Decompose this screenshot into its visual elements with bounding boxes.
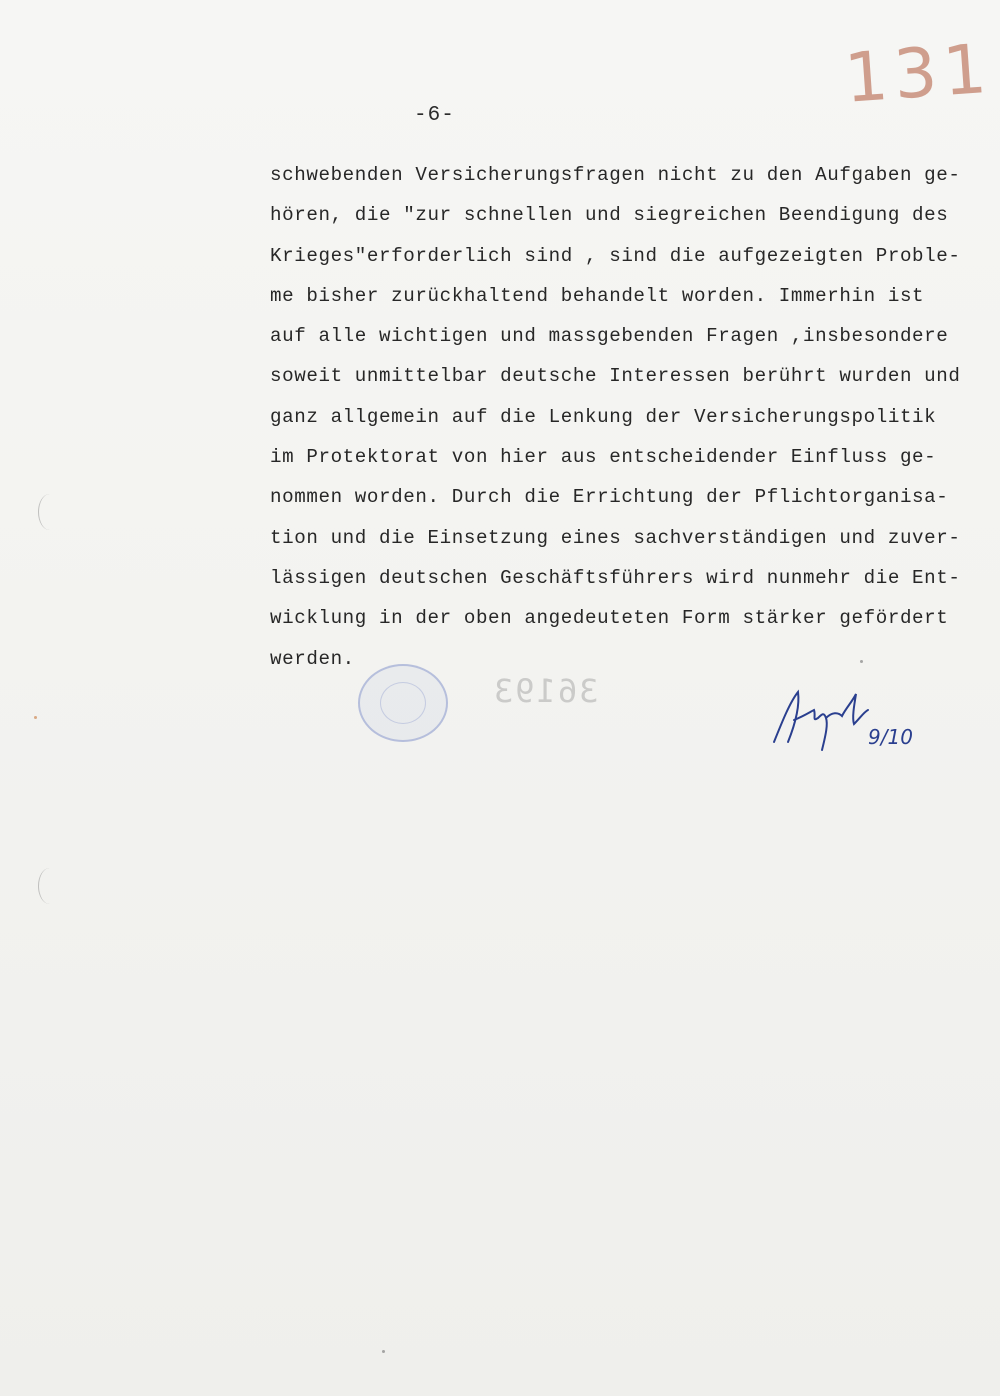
text-line: soweit unmittelbar deutsche Interessen berührt wurden und bbox=[270, 365, 961, 388]
text-line: wicklung in der oben angedeuteten Form stärker gefördert bbox=[270, 607, 949, 630]
signature-date: 9/10 bbox=[868, 725, 913, 749]
ink-speck bbox=[34, 716, 37, 719]
folio-number: 131 bbox=[842, 29, 995, 119]
text-line: ganz allgemein auf die Lenkung der Versicherungspolitik bbox=[270, 405, 937, 428]
archive-stamp-inner-ring bbox=[380, 682, 426, 724]
text-line: tion und die Einsetzung eines sachverständigen und zuver- bbox=[270, 526, 961, 549]
punch-hole-icon bbox=[38, 868, 61, 904]
punch-hole-icon bbox=[38, 494, 61, 530]
ink-speck bbox=[382, 1350, 385, 1353]
text-line: Krieges"erforderlich sind , sind die aufgezeigten Proble- bbox=[270, 244, 961, 267]
page-number: -6- bbox=[414, 104, 455, 127]
text-line: schwebenden Versicherungsfragen nicht zu den Aufgaben ge- bbox=[270, 164, 961, 186]
text-line: me bisher zurückhaltend behandelt worden. Immerhin ist bbox=[270, 284, 925, 307]
text-line: hören, die "zur schnellen und siegreichen Beendigung des bbox=[270, 204, 949, 227]
text-line: nommen worden. Durch die Errichtung der Pflichtorganisa- bbox=[270, 486, 949, 509]
text-line: auf alle wichtigen und massgebenden Fragen ,insbesondere bbox=[270, 325, 949, 348]
text-line: im Protektorat von hier aus entscheidender Einfluss ge- bbox=[270, 446, 937, 469]
archive-number-bleedthrough: 36193 bbox=[492, 672, 599, 710]
body-text bbox=[270, 160, 970, 684]
text-line: werden. bbox=[270, 647, 355, 670]
ink-speck bbox=[860, 660, 863, 663]
handwritten-signature bbox=[764, 672, 924, 762]
text-line: lässigen deutschen Geschäftsführers wird nunmehr die Ent- bbox=[270, 566, 961, 589]
archive-stamp bbox=[358, 664, 448, 742]
